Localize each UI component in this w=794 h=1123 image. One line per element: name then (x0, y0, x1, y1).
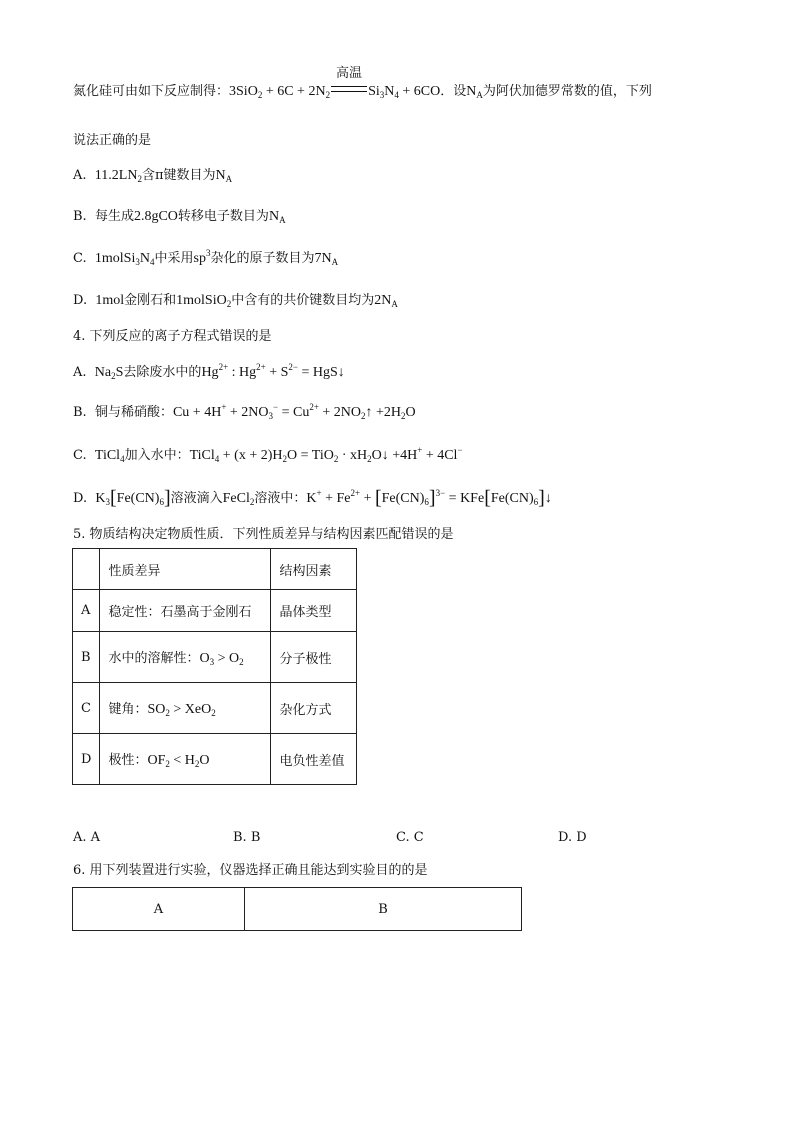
q5-table (72, 548, 357, 785)
q4-option-d: D. $K_3[Fe(CN)_6]$溶液滴入FeCl$_2$溶液中：$K^+ + Fe^{2+} + [Fe(CN)_6]^{3-}$ = $KFe[Fe(CN)_6]↓$ (73, 487, 552, 509)
q3-intro-prefix: 氮化硅可由如下反应制得： (73, 84, 230, 99)
table-row: D 极性：$OF_2 < H_2O$ 电负性差值 (73, 734, 357, 785)
table-row: C 键角：$SO_2 > XeO_2$ 杂化方式 (73, 683, 357, 734)
q3-option-d: D. 1mol金刚石和1molSiO$_2$中含有的共价键数目均为$2N_A$ (73, 293, 398, 309)
q5-title: 5. 物质结构决定物质性质．下列性质差异与结构因素匹配错误的是 (73, 527, 454, 542)
q3-equation: $3SiO_2 + 6C + 2N_2$ 高温 $Si_3N_4 + 6CO$ (229, 66, 441, 100)
table-row: B 水中的溶解性：$O_3 > O_2$ 分子极性 (73, 632, 357, 683)
table-header-row: 性质差异 结构因素 (73, 549, 357, 590)
q3-option-c: C. $1molSi_3N_4$中采用$sp^3$杂化的原子数目为$7N_A$ (73, 248, 339, 267)
q6-table (72, 887, 522, 931)
q3-option-a: A. $11.2LN_2$含π键数目为$N_A$ (73, 168, 233, 184)
q3-intro-line2: 说法正确的是 (73, 133, 152, 148)
q5-answer-d: D. D (558, 830, 587, 845)
table-header-row: A B (73, 888, 522, 931)
q3-intro-suffix: ．设 (440, 84, 467, 99)
q3-intro: 氮化硅可由如下反应制得：$3SiO_2 + 6C + 2N_2$ 高温 $Si_3N_4 + 6CO$．设$N_A$为阿伏加德罗常数的值，下列 (73, 66, 652, 100)
q4-option-a: A. $Na_2S$去除废水中的$Hg^{2+}$ : $Hg^{2+} + S^{2-}$ = HgS↓ (73, 362, 345, 381)
q5-answer-a: A. A (73, 830, 101, 845)
reaction-condition: 高温 (330, 82, 368, 102)
q4-option-c: C. TiCl$_4$加入水中：TiCl$_4$ + $(x + 2)H_2O = TiO_2$ · $xH_2O↓ +4H^+ + 4Cl^-$ (73, 445, 463, 464)
table-row: A 稳定性：石墨高于金刚石 晶体类型 (73, 590, 357, 632)
q5-answer-c: C. C (396, 830, 424, 845)
q6-title: 6. 用下列装置进行实验，仪器选择正确且能达到实验目的的是 (73, 863, 428, 878)
q5-answer-b: B. B (233, 830, 261, 845)
q3-option-b: B. 每生成2.8gCO转移电子数目为$N_A$ (73, 209, 286, 225)
q4-title: 4. 下列反应的离子方程式错误的是 (73, 329, 272, 344)
q4-option-b: B. 铜与稀硝酸：$Cu + 4H^+ + 2NO_3^- = Cu^{2+}$ + $2NO_2↑ +2H_2O$ (73, 402, 416, 421)
q3-intro-end: 为阿伏加德罗常数的值，下列 (482, 84, 652, 99)
